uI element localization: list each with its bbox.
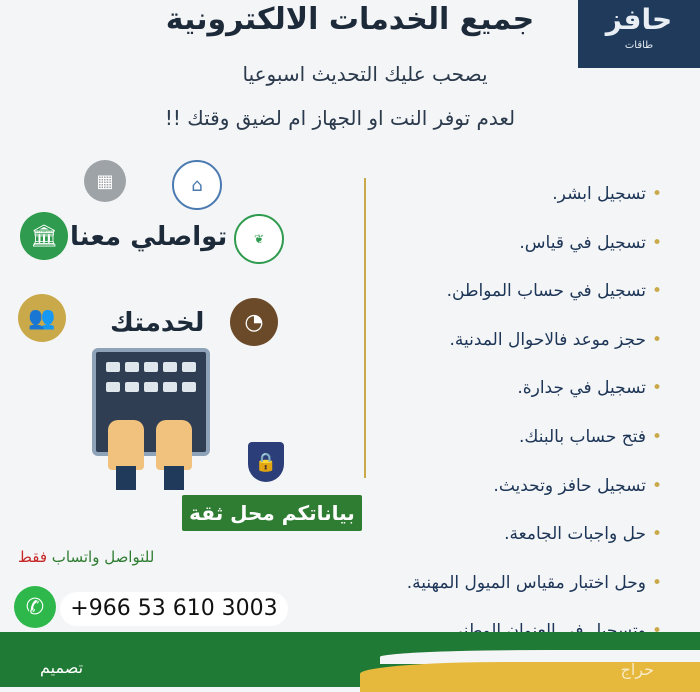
- watermark: حراج: [620, 660, 654, 679]
- phone-number[interactable]: +966 53 610 3003: [60, 592, 288, 626]
- bullet-icon: •: [651, 524, 662, 545]
- footer-band: [0, 632, 700, 687]
- bullet-icon: •: [651, 475, 662, 496]
- subtitle-line-1: يصحب عليك التحديث اسبوعيا: [242, 62, 488, 86]
- left-hand-illustration: [108, 420, 144, 470]
- bank-icon: 🏛: [20, 212, 68, 260]
- logo-sub-text: طاقات: [624, 40, 654, 51]
- bullet-icon: •: [651, 329, 662, 350]
- brand-logo: [578, 0, 700, 68]
- logo-main-text: حافز: [605, 3, 673, 36]
- abshir-logo-icon: ⌂: [172, 160, 222, 210]
- jadara-logo-icon: ❦: [234, 214, 284, 264]
- service-item: •تسجيل ابشر.: [552, 184, 662, 204]
- bullet-icon: •: [651, 232, 662, 253]
- service-heading: لخدمتك: [110, 308, 205, 338]
- service-item: •فتح حساب بالبنك.: [518, 426, 662, 447]
- calendar-icon: ▦: [84, 160, 126, 202]
- contact-only-label: فقط: [18, 548, 47, 566]
- service-item: •حل واجبات الجامعة.: [504, 524, 662, 545]
- service-item: •تسجيل في قياس.: [519, 232, 662, 253]
- bullet-icon: •: [651, 378, 662, 399]
- service-item: •حجز موعد فالاحوال المدنية.: [449, 329, 662, 350]
- clock-icon: ◔: [230, 298, 278, 346]
- trust-badge: بياناتكم محل ثقة: [182, 495, 362, 531]
- whatsapp-icon[interactable]: ✆: [14, 586, 56, 628]
- bullet-icon: •: [651, 184, 662, 204]
- users-icon: 👥: [18, 294, 66, 342]
- subtitle-line-2: لعدم توفر النت او الجهاز ام لضيق وقتك !!: [164, 106, 516, 130]
- contact-label: للتواصل واتساب فقط: [18, 548, 155, 566]
- service-item: •تسجيل في جدارة.: [517, 378, 662, 399]
- left-sleeve: [116, 466, 136, 490]
- bullet-icon: •: [651, 426, 662, 447]
- service-item: •وحل اختبار مقياس الميول المهنية.: [406, 572, 662, 593]
- bullet-icon: •: [651, 281, 662, 302]
- laptop-keys-row: [96, 362, 206, 372]
- connect-heading: تواصلي معنا: [70, 222, 228, 252]
- service-item: •تسجيل حافز وتحديث.: [493, 475, 662, 496]
- page-title: جميع الخدمات الالكترونية: [165, 2, 535, 37]
- service-item: •تسجيل في حساب المواطن.: [446, 281, 662, 302]
- services-list: [362, 170, 662, 656]
- shield-lock-icon: 🔒: [248, 442, 284, 482]
- right-sleeve: [164, 466, 184, 490]
- right-hand-illustration: [156, 420, 192, 470]
- design-credit: تصميم: [40, 658, 84, 677]
- laptop-keys-row: [96, 382, 206, 392]
- bullet-icon: •: [651, 572, 662, 593]
